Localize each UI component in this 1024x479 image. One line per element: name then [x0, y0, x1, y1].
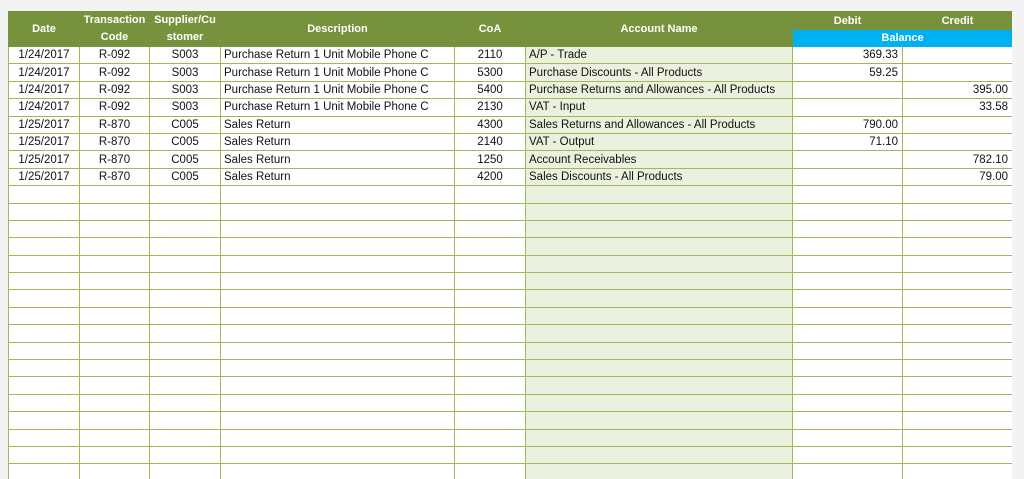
- cell-supplier-customer[interactable]: [150, 186, 221, 203]
- table-row: [9, 238, 1013, 255]
- cell-debit[interactable]: [793, 290, 903, 307]
- cell-date[interactable]: [9, 394, 80, 411]
- cell-coa[interactable]: 2140: [455, 133, 526, 150]
- cell-description[interactable]: [221, 273, 455, 290]
- cell-transaction-code[interactable]: [80, 220, 150, 237]
- table-row: [9, 255, 1013, 272]
- table-row: [9, 220, 1013, 237]
- cell-coa[interactable]: [455, 307, 526, 324]
- cell-account-name[interactable]: A/P - Trade: [526, 47, 793, 64]
- cell-credit[interactable]: [903, 186, 1013, 203]
- header-transaction-code[interactable]: [80, 12, 150, 47]
- cell-transaction-code[interactable]: R-092: [80, 64, 150, 81]
- cell-account-name[interactable]: [526, 220, 793, 237]
- cell-transaction-code[interactable]: [80, 394, 150, 411]
- cell-account-name[interactable]: [526, 412, 793, 429]
- cell-supplier-customer[interactable]: [150, 446, 221, 463]
- cell-transaction-code[interactable]: [80, 238, 150, 255]
- cell-coa[interactable]: [455, 377, 526, 394]
- cell-description[interactable]: [221, 377, 455, 394]
- cell-credit[interactable]: [903, 325, 1013, 342]
- cell-date[interactable]: 1/24/2017: [9, 64, 80, 81]
- cell-credit[interactable]: [903, 394, 1013, 411]
- cell-account-name[interactable]: [526, 273, 793, 290]
- cell-account-name[interactable]: [526, 464, 793, 479]
- table-row: [9, 64, 1013, 81]
- cell-date[interactable]: 1/24/2017: [9, 99, 80, 116]
- cell-supplier-customer[interactable]: [150, 377, 221, 394]
- cell-supplier-customer[interactable]: [150, 464, 221, 479]
- cell-coa[interactable]: 2110: [455, 47, 526, 64]
- table-row: [9, 168, 1013, 185]
- cell-transaction-code[interactable]: R-870: [80, 151, 150, 168]
- table-row: [9, 203, 1013, 220]
- cell-debit[interactable]: [793, 255, 903, 272]
- cell-coa[interactable]: [455, 342, 526, 359]
- cell-transaction-code[interactable]: [80, 255, 150, 272]
- cell-description[interactable]: [221, 429, 455, 446]
- cell-description[interactable]: Purchase Return 1 Unit Mobile Phone C: [221, 47, 455, 64]
- cell-coa[interactable]: [455, 255, 526, 272]
- cell-supplier-customer[interactable]: [150, 290, 221, 307]
- cell-credit[interactable]: [903, 377, 1013, 394]
- cell-debit[interactable]: [793, 429, 903, 446]
- table-row: [9, 99, 1013, 116]
- cell-transaction-code[interactable]: R-870: [80, 168, 150, 185]
- cell-date[interactable]: [9, 464, 80, 479]
- cell-debit[interactable]: [793, 273, 903, 290]
- cell-supplier-customer[interactable]: S003: [150, 64, 221, 81]
- cell-date[interactable]: [9, 186, 80, 203]
- cell-transaction-code[interactable]: R-092: [80, 81, 150, 98]
- table-row: [9, 133, 1013, 150]
- cell-coa[interactable]: 2130: [455, 99, 526, 116]
- cell-credit[interactable]: [903, 446, 1013, 463]
- cell-description[interactable]: [221, 342, 455, 359]
- cell-date[interactable]: [9, 342, 80, 359]
- cell-credit[interactable]: [903, 429, 1013, 446]
- header-debit[interactable]: Debit: [793, 12, 903, 30]
- header-date[interactable]: Date: [9, 12, 80, 47]
- cell-coa[interactable]: [455, 429, 526, 446]
- cell-debit[interactable]: [793, 464, 903, 479]
- cell-date[interactable]: [9, 307, 80, 324]
- cell-debit[interactable]: 369.33: [793, 47, 903, 64]
- header-supplier-customer[interactable]: [150, 12, 221, 47]
- cell-coa[interactable]: [455, 360, 526, 377]
- table-row: [9, 290, 1013, 307]
- cell-debit[interactable]: 71.10: [793, 133, 903, 150]
- cell-transaction-code[interactable]: [80, 360, 150, 377]
- cell-debit[interactable]: [793, 151, 903, 168]
- cell-supplier-customer[interactable]: [150, 342, 221, 359]
- table-row: [9, 81, 1013, 98]
- cell-account-name[interactable]: Sales Discounts - All Products: [526, 168, 793, 185]
- cell-description[interactable]: [221, 325, 455, 342]
- cell-transaction-code[interactable]: [80, 377, 150, 394]
- cell-debit[interactable]: [793, 377, 903, 394]
- cell-date[interactable]: [9, 412, 80, 429]
- cell-description[interactable]: [221, 307, 455, 324]
- cell-transaction-code[interactable]: [80, 273, 150, 290]
- table-row: [9, 307, 1013, 324]
- cell-description[interactable]: Sales Return: [221, 151, 455, 168]
- cell-transaction-code[interactable]: [80, 429, 150, 446]
- cell-account-name[interactable]: [526, 290, 793, 307]
- cell-debit[interactable]: [793, 220, 903, 237]
- table-row: [9, 394, 1013, 411]
- cell-debit[interactable]: [793, 203, 903, 220]
- cell-date[interactable]: [9, 203, 80, 220]
- cell-account-name[interactable]: [526, 429, 793, 446]
- cell-credit[interactable]: 782.10: [903, 151, 1013, 168]
- cell-credit[interactable]: [903, 116, 1013, 133]
- cell-coa[interactable]: [455, 238, 526, 255]
- cell-account-name[interactable]: Purchase Discounts - All Products: [526, 64, 793, 81]
- cell-supplier-customer[interactable]: [150, 220, 221, 237]
- table-row: [9, 464, 1013, 479]
- header-transaction-code-line2: Code: [100, 31, 129, 43]
- cell-coa[interactable]: [455, 325, 526, 342]
- cell-transaction-code[interactable]: [80, 290, 150, 307]
- table-row: [9, 429, 1013, 446]
- cell-description[interactable]: [221, 203, 455, 220]
- cell-date[interactable]: [9, 325, 80, 342]
- cell-credit[interactable]: [903, 47, 1013, 64]
- cell-debit[interactable]: [793, 412, 903, 429]
- cell-account-name[interactable]: [526, 238, 793, 255]
- cell-date[interactable]: 1/25/2017: [9, 116, 80, 133]
- cell-transaction-code[interactable]: [80, 307, 150, 324]
- cell-transaction-code[interactable]: R-870: [80, 116, 150, 133]
- cell-coa[interactable]: [455, 446, 526, 463]
- cell-debit[interactable]: [793, 307, 903, 324]
- cell-debit[interactable]: [793, 186, 903, 203]
- cell-account-name[interactable]: [526, 203, 793, 220]
- cell-date[interactable]: 1/24/2017: [9, 47, 80, 64]
- cell-supplier-customer[interactable]: C005: [150, 168, 221, 185]
- cell-coa[interactable]: [455, 220, 526, 237]
- cell-supplier-customer[interactable]: S003: [150, 47, 221, 64]
- cell-description[interactable]: Purchase Return 1 Unit Mobile Phone C: [221, 81, 455, 98]
- cell-description[interactable]: Purchase Return 1 Unit Mobile Phone C: [221, 64, 455, 81]
- cell-description[interactable]: [221, 220, 455, 237]
- cell-supplier-customer[interactable]: [150, 360, 221, 377]
- cell-supplier-customer[interactable]: [150, 429, 221, 446]
- cell-credit[interactable]: [903, 412, 1013, 429]
- cell-debit[interactable]: [793, 446, 903, 463]
- cell-transaction-code[interactable]: [80, 186, 150, 203]
- cell-coa[interactable]: [455, 290, 526, 307]
- cell-date[interactable]: [9, 360, 80, 377]
- cell-account-name[interactable]: [526, 394, 793, 411]
- cell-description[interactable]: [221, 464, 455, 479]
- cell-credit[interactable]: [903, 220, 1013, 237]
- cell-date[interactable]: [9, 290, 80, 307]
- cell-transaction-code[interactable]: [80, 203, 150, 220]
- cell-transaction-code[interactable]: R-092: [80, 47, 150, 64]
- cell-account-name[interactable]: Account Receivables: [526, 151, 793, 168]
- table-row: [9, 446, 1013, 463]
- table-row: [9, 151, 1013, 168]
- cell-date[interactable]: [9, 429, 80, 446]
- cell-supplier-customer[interactable]: [150, 203, 221, 220]
- cell-supplier-customer[interactable]: [150, 412, 221, 429]
- cell-description[interactable]: [221, 290, 455, 307]
- cell-coa[interactable]: 5300: [455, 64, 526, 81]
- cell-account-name[interactable]: Purchase Returns and Allowances - All Products: [526, 81, 793, 98]
- header-supplier-line1: Supplier/Cu: [154, 14, 216, 26]
- cell-transaction-code[interactable]: R-870: [80, 133, 150, 150]
- cell-transaction-code[interactable]: [80, 342, 150, 359]
- cell-coa[interactable]: 5400: [455, 81, 526, 98]
- header-supplier-line2: stomer: [166, 31, 204, 43]
- cell-credit[interactable]: [903, 133, 1013, 150]
- cell-description[interactable]: [221, 186, 455, 203]
- cell-date[interactable]: [9, 238, 80, 255]
- cell-credit[interactable]: [903, 342, 1013, 359]
- cell-account-name[interactable]: [526, 377, 793, 394]
- cell-transaction-code[interactable]: R-092: [80, 99, 150, 116]
- table-row: [9, 273, 1013, 290]
- cell-credit[interactable]: [903, 464, 1013, 479]
- cell-supplier-customer[interactable]: S003: [150, 81, 221, 98]
- cell-transaction-code[interactable]: [80, 446, 150, 463]
- cell-debit[interactable]: [793, 342, 903, 359]
- cell-coa[interactable]: 4300: [455, 116, 526, 133]
- cell-account-name[interactable]: Sales Returns and Allowances - All Products: [526, 116, 793, 133]
- cell-description[interactable]: Sales Return: [221, 116, 455, 133]
- cell-description[interactable]: [221, 446, 455, 463]
- cell-coa[interactable]: [455, 203, 526, 220]
- cell-description[interactable]: Sales Return: [221, 133, 455, 150]
- cell-debit[interactable]: 790.00: [793, 116, 903, 133]
- cell-supplier-customer[interactable]: [150, 325, 221, 342]
- header-credit[interactable]: Credit: [903, 12, 1013, 30]
- cell-supplier-customer[interactable]: [150, 255, 221, 272]
- cell-account-name[interactable]: [526, 446, 793, 463]
- cell-supplier-customer[interactable]: S003: [150, 99, 221, 116]
- cell-coa[interactable]: [455, 464, 526, 479]
- table-row: [9, 325, 1013, 342]
- cell-description[interactable]: [221, 394, 455, 411]
- header-coa[interactable]: CoA: [455, 12, 526, 47]
- cell-supplier-customer[interactable]: [150, 273, 221, 290]
- cell-debit[interactable]: [793, 394, 903, 411]
- table-row: [9, 342, 1013, 359]
- cell-account-name[interactable]: [526, 360, 793, 377]
- cell-credit[interactable]: [903, 307, 1013, 324]
- cell-description[interactable]: [221, 360, 455, 377]
- cell-credit[interactable]: 395.00: [903, 81, 1013, 98]
- cell-debit[interactable]: [793, 325, 903, 342]
- cell-credit[interactable]: [903, 255, 1013, 272]
- cell-coa[interactable]: [455, 273, 526, 290]
- header-account-name[interactable]: Account Name: [526, 12, 793, 47]
- cell-date[interactable]: 1/25/2017: [9, 151, 80, 168]
- cell-account-name[interactable]: [526, 307, 793, 324]
- table-row: [9, 116, 1013, 133]
- journal-rows: [9, 47, 1013, 479]
- cell-date[interactable]: 1/24/2017: [9, 81, 80, 98]
- cell-supplier-customer[interactable]: C005: [150, 133, 221, 150]
- header-description[interactable]: Description: [221, 12, 455, 47]
- cell-credit[interactable]: 79.00: [903, 168, 1013, 185]
- cell-coa[interactable]: 1250: [455, 151, 526, 168]
- cell-supplier-customer[interactable]: C005: [150, 116, 221, 133]
- journal-sheet: [8, 11, 1012, 479]
- table-row: [9, 186, 1013, 203]
- cell-date[interactable]: 1/25/2017: [9, 133, 80, 150]
- cell-date[interactable]: 1/25/2017: [9, 168, 80, 185]
- table-row: [9, 377, 1013, 394]
- cell-transaction-code[interactable]: [80, 464, 150, 479]
- cell-debit[interactable]: [793, 99, 903, 116]
- cell-description[interactable]: [221, 255, 455, 272]
- cell-credit[interactable]: [903, 64, 1013, 81]
- cell-supplier-customer[interactable]: [150, 238, 221, 255]
- cell-debit[interactable]: [793, 81, 903, 98]
- cell-supplier-customer[interactable]: [150, 307, 221, 324]
- cell-coa[interactable]: [455, 186, 526, 203]
- cell-description[interactable]: Purchase Return 1 Unit Mobile Phone C: [221, 99, 455, 116]
- cell-credit[interactable]: [903, 273, 1013, 290]
- header-balance[interactable]: Balance: [793, 30, 1013, 47]
- cell-debit[interactable]: 59.25: [793, 64, 903, 81]
- cell-transaction-code[interactable]: [80, 325, 150, 342]
- cell-date[interactable]: [9, 255, 80, 272]
- cell-debit[interactable]: [793, 168, 903, 185]
- cell-account-name[interactable]: [526, 255, 793, 272]
- cell-account-name[interactable]: VAT - Output: [526, 133, 793, 150]
- cell-date[interactable]: [9, 220, 80, 237]
- table-row: [9, 360, 1013, 377]
- cell-description[interactable]: [221, 238, 455, 255]
- cell-coa[interactable]: 4200: [455, 168, 526, 185]
- header-transaction-code-line1: Transaction: [83, 14, 146, 26]
- cell-account-name[interactable]: [526, 325, 793, 342]
- cell-date[interactable]: [9, 377, 80, 394]
- cell-account-name[interactable]: VAT - Input: [526, 99, 793, 116]
- cell-coa[interactable]: [455, 412, 526, 429]
- cell-credit[interactable]: [903, 238, 1013, 255]
- cell-debit[interactable]: [793, 238, 903, 255]
- cell-supplier-customer[interactable]: C005: [150, 151, 221, 168]
- cell-supplier-customer[interactable]: [150, 394, 221, 411]
- cell-credit[interactable]: 33.58: [903, 99, 1013, 116]
- cell-date[interactable]: [9, 273, 80, 290]
- cell-description[interactable]: Sales Return: [221, 168, 455, 185]
- cell-credit[interactable]: [903, 203, 1013, 220]
- table-row: [9, 47, 1013, 64]
- cell-coa[interactable]: [455, 394, 526, 411]
- cell-credit[interactable]: [903, 360, 1013, 377]
- table-row: [9, 412, 1013, 429]
- cell-debit[interactable]: [793, 360, 903, 377]
- cell-credit[interactable]: [903, 290, 1013, 307]
- journal-table: [8, 11, 1012, 479]
- cell-transaction-code[interactable]: [80, 412, 150, 429]
- cell-account-name[interactable]: [526, 342, 793, 359]
- cell-date[interactable]: [9, 446, 80, 463]
- cell-description[interactable]: [221, 412, 455, 429]
- cell-account-name[interactable]: [526, 186, 793, 203]
